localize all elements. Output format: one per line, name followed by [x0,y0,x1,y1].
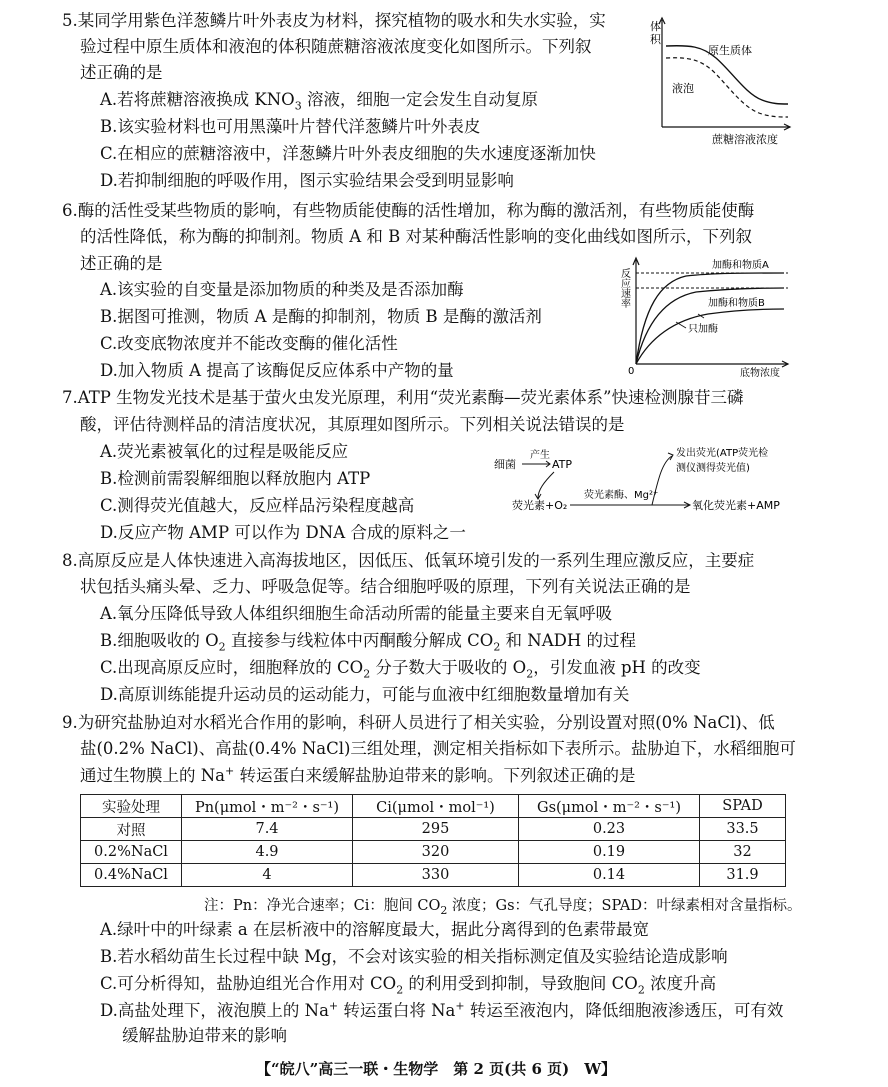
q6-option-c: C.改变底物浓度并不能改变酶的催化活性 [100,334,398,353]
q8-option-a: A.氧分压降低导致人体组织细胞生命活动所需的能量主要来自无氧呼吸 [100,604,613,623]
q7-fig-substrate: 荧光素+O₂ [512,499,568,512]
q7-fig-light-2: 测仪测得荧光值) [676,463,750,474]
table-cell: 对照 [81,818,182,841]
q6-option-d: D.加入物质 A 提高了该酶促反应体系中产物的量 [100,361,454,380]
q9-stem-line1: 9.为研究盐胁迫对水稻光合作用的影响，科研人员进行了相关实验，分别设置对照(0% NaCl)、低 [62,713,775,732]
table-row [81,864,786,887]
table-header-cell: Ci(μmol・mol⁻¹) [353,795,519,818]
table-header-cell: Pn(μmol・m⁻²・s⁻¹) [182,795,353,818]
table-header-cell: 实验处理 [81,795,182,818]
q6-stem-line3: 述正确的是 [80,254,163,273]
q6-figure [616,252,816,380]
q9-data-table [80,794,786,887]
q5-fig-ylabel-2: 积 [650,33,661,46]
q9-stem-line2: 盐(0.2% NaCl)、高盐(0.4% NaCl)三组处理，测定相关指标如下表所示。盐胁迫下，水稻细胞可 [80,739,796,758]
q8-option-d: D.高原训练能提升运动员的运动能力，可能与血液中红细胞数量增加有关 [100,685,630,704]
q5-fig-xlabel: 蔗糖溶液浓度 [712,133,778,146]
table-header-cell: SPAD [700,795,786,818]
q5-fig-curve-protoplast: 原生质体 [708,44,752,57]
q7-option-b: B.检测前需裂解细胞以释放胞内 ATP [100,469,371,488]
q6-fig-curve-c: 只加酶 [688,324,718,335]
q7-fig-light-1: 发出荧光(ATP荧光检 [676,448,769,459]
q9-stem-line3: 通过生物膜上的 Na+ 转运蛋白来缓解盐胁迫带来的影响。下列叙述正确的是 [80,764,636,785]
table-cell: 0.14 [519,864,700,887]
q6-stem-line1: 6.酶的活性受某些物质的影响，有些物质能使酶的活性增加，称为酶的激活剂，有些物质能使酶 [62,201,755,220]
q9-option-a: A.绿叶中的叶绿素 a 在层析液中的溶解度最大，据此分离得到的色素带最宽 [100,920,649,939]
table-cell: 0.19 [519,841,700,864]
q9-option-d: D.高盐处理下，液泡膜上的 Na+ 转运蛋白将 Na+ 转运至液泡内，降低细胞液渗透压，可有效 [100,999,784,1020]
q6-curve-a [636,273,784,364]
q5-option-b: B.该实验材料也可用黑藻叶片替代洋葱鳞片叶外表皮 [100,117,481,136]
table-cell: 330 [353,864,519,887]
q7-fig-enzyme: 荧光素酶、Mg²⁺ [584,490,659,501]
q9-option-b: B.若水稻幼苗生长过程中缺 Mg，不会对该实验的相关指标测定值及实验结论造成影响 [100,947,728,966]
q8-stem-line2: 状包括头痛头晕、乏力、呼吸急促等。结合细胞呼吸的原理，下列有关说法正确的是 [80,577,691,596]
table-cell: 33.5 [700,818,786,841]
q7-fig-product: 氧化荧光素+AMP [692,499,780,512]
table-cell: 0.2%NaCl [81,841,182,864]
q5-option-d: D.若抑制细胞的呼吸作用，图示实验结果会受到明显影响 [100,171,514,190]
table-cell: 0.23 [519,818,700,841]
q8-option-b: B.细胞吸收的 $O_2$ 直接参与线粒体中丙酮酸分解成 $CO_2$ 和 NADH 的过程 [100,631,637,654]
table-row [81,841,786,864]
q5-option-c: C.在相应的蔗糖溶液中，洋葱鳞片叶外表皮细胞的失水速度逐渐加快 [100,144,596,163]
page-footer: 【“皖八”高三一联・生物学 第 2 页(共 6 页) W】 [256,1060,617,1078]
q6-fig-origin: 0 [628,366,635,377]
table-cell: 4.9 [182,841,353,864]
q7-option-c: C.测得荧光值越大，反应样品污染程度越高 [100,496,415,515]
table-row [81,818,786,841]
q5-fig-curve-vacuole: 液泡 [672,82,694,95]
q5-stem-line2: 验过程中原生质体和液泡的体积随蔗糖溶液浓度变化如图所示。下列叙 [80,37,592,56]
table-cell: 32 [700,841,786,864]
q6-fig-curve-a: 加酶和物质A [712,260,769,271]
q8-stem-line1: 8.高原反应是人体快速进入高海拔地区，因低压、低氧环境引发的一系列生理应激反应，主要症 [62,551,755,570]
q5-stem-line1: 5.某同学用紫色洋葱鳞片叶外表皮为材料，探究植物的吸水和失水实验，实 [62,11,606,30]
q6-fig-curve-b: 加酶和物质B [708,298,765,309]
q7-fig-produce: 产生 [530,450,550,461]
table-cell: 4 [182,864,353,887]
q6-stem-line2: 的活性降低，称为酶的抑制剂。物质 A 和 B 对某种酶活性影响的变化曲线如图所示，下列叙 [80,227,753,246]
table-cell: 295 [353,818,519,841]
q7-fig-atp: ATP [552,458,573,471]
table-header-row [81,795,786,818]
q6-option-a: A.该实验的自变量是添加物质的种类及是否添加酶 [100,280,464,299]
q7-option-a: A.荧光素被氧化的过程是吸能反应 [100,442,349,461]
q5-fig-ylabel-1: 体 [650,20,661,33]
table-cell: 0.4%NaCl [81,864,182,887]
q6-fig-ylabel: 反应速率 [618,268,630,308]
q7-stem-line2: 酸，评估待测样品的清洁度状况，其原理如图所示。下列相关说法错误的是 [80,415,625,434]
q9-option-c: C.可分析得知，盐胁迫组光合作用对 $CO_2$ 的利用受到抑制，导致胞间 $CO_2$ 浓度升高 [100,974,717,997]
q6-fig-xlabel: 底物浓度 [740,368,780,379]
table-cell: 320 [353,841,519,864]
table-header-cell: Gs(μmol・m⁻²・s⁻¹) [519,795,700,818]
q7-stem-line1: 7.ATP 生物发光技术是基于萤火虫发光原理，利用“荧光素酶—荧光素体系”快速检测腺苷三磷 [62,388,744,407]
q7-option-d: D.反应产物 AMP 可以作为 DNA 合成的原料之一 [100,523,466,542]
q7-fig-bacteria: 细菌 [494,458,516,471]
q6-option-b: B.据图可推测，物质 A 是酶的抑制剂，物质 B 是酶的激活剂 [100,307,542,326]
q7-figure [492,440,792,520]
q8-option-c: C.出现高原反应时，细胞释放的 $CO_2$ 分子数大于吸收的 $O_2$，引发血液 pH 的改变 [100,658,701,681]
q6-curve-b [636,309,784,364]
table-cell: 31.9 [700,864,786,887]
q9-option-d-line2: 缓解盐胁迫带来的影响 [122,1026,287,1045]
q9-table-note: 注：Pn：净光合速率；Ci：胞间 $CO_2$ 浓度；Gs：气孔导度；SPAD：叶绿素相对含量指标。 [204,898,802,917]
table-cell: 7.4 [182,818,353,841]
q5-figure [650,12,800,150]
q5-stem-line3: 述正确的是 [80,63,163,82]
q5-option-a: A.若将蔗糖溶液换成 $KNO_3$ 溶液，细胞一定会发生自动复原 [100,90,538,113]
